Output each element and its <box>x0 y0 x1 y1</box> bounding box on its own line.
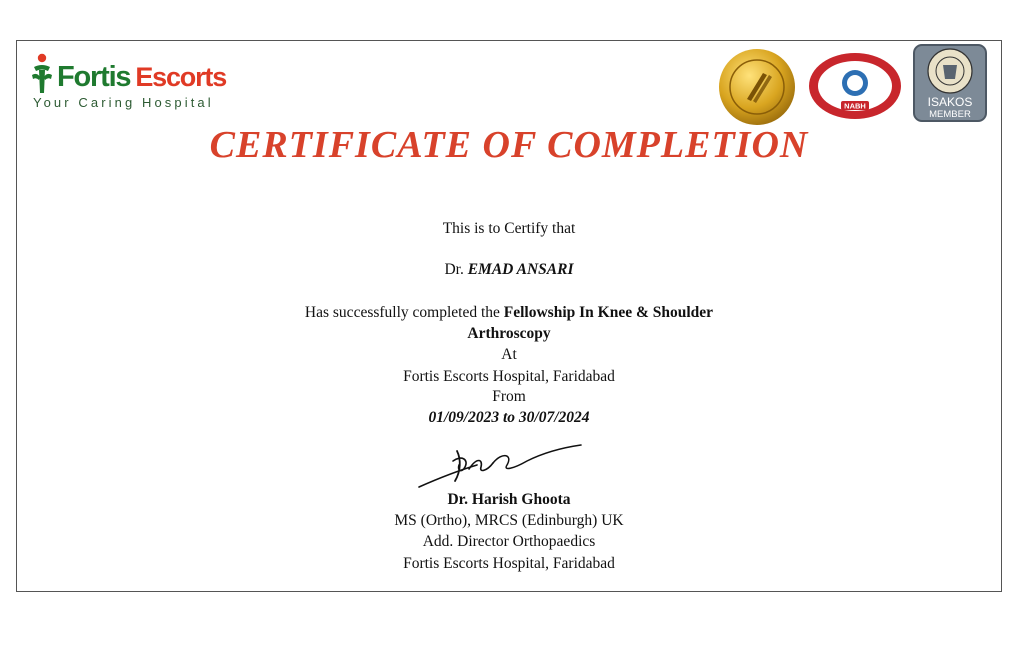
fortis-escorts-logo <box>31 53 261 119</box>
at-label: At <box>501 346 517 363</box>
joint-commission-seal <box>717 47 797 127</box>
signatory-credentials: MS (Ortho), MRCS (Edinburgh) UK <box>394 512 624 529</box>
nabh-seal-label: NABH <box>844 101 866 111</box>
period-line: 01/09/2023 to 30/07/2024 <box>428 409 590 426</box>
signatory-organization: Fortis Escorts Hospital, Faridabad <box>403 555 615 572</box>
signature-mark <box>417 439 582 491</box>
certify-line: This is to Certify that <box>442 220 576 237</box>
completed-line <box>17 303 1001 323</box>
signatory-designation: Add. Director Orthopaedics <box>422 533 596 550</box>
recipient-name: EMAD ANSARI <box>467 261 574 278</box>
recipient-prefix: Dr. <box>444 261 464 278</box>
signatory-name: Dr. Harish Ghoota <box>447 491 571 508</box>
fortis-mark-icon <box>31 53 53 93</box>
program-name-line1: Fellowship In Knee & Shoulder <box>503 304 714 321</box>
location-line: Fortis Escorts Hospital, Faridabad <box>403 368 615 385</box>
nabh-seal <box>807 51 903 121</box>
brand-escorts: Escorts <box>135 62 227 92</box>
certificate-title: CERTIFICATE OF COMPLETION <box>209 124 809 166</box>
program-name-line2: Arthroscopy <box>467 325 551 342</box>
isakos-seal <box>911 43 989 123</box>
completed-prefix: Has successfully completed the <box>304 304 500 321</box>
certificate <box>16 40 1002 592</box>
from-label: From <box>492 388 526 405</box>
logo-tagline: Your Caring Hospital <box>33 95 214 110</box>
isakos-seal-bottom: MEMBER <box>929 109 971 120</box>
brand-fortis: Fortis <box>57 61 131 93</box>
recipient-line <box>17 260 1001 280</box>
isakos-seal-top: ISAKOS <box>927 95 973 109</box>
